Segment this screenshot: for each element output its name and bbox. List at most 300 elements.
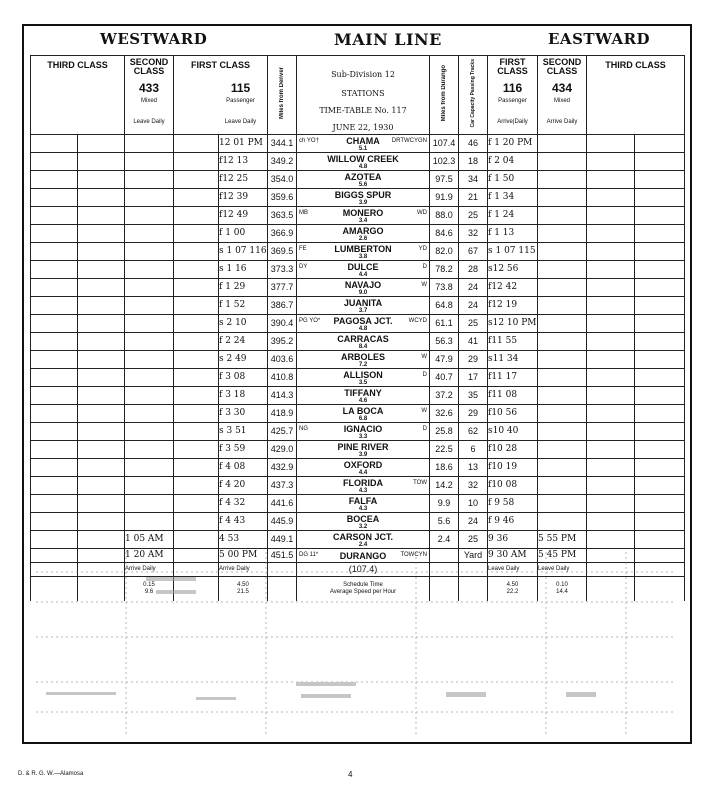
spacer-cell [174, 513, 219, 531]
station-cell [297, 495, 430, 513]
third-class-right-cell [635, 441, 685, 459]
time-433 [125, 387, 174, 405]
time-116: s10 40 [488, 423, 538, 441]
station-row [31, 333, 685, 351]
third-class-right-cell [635, 513, 685, 531]
third-class-right-cell [587, 423, 635, 441]
time-433 [125, 369, 174, 387]
third-class-left-cell [78, 189, 125, 207]
third-class-right-cell [587, 387, 635, 405]
station-row [31, 513, 685, 531]
station-distance: 4.4 [358, 272, 368, 278]
station-distance: 3.2 [358, 524, 368, 530]
third-class-left-cell [78, 153, 125, 171]
stations-label: STATIONS [341, 89, 385, 98]
time-433 [125, 477, 174, 495]
third-class-left-cell [78, 441, 125, 459]
third-class-left-cell [31, 261, 78, 279]
miles-from-denver: 369.5 [268, 243, 297, 261]
station-row [31, 225, 685, 243]
third-class-left-cell [31, 207, 78, 225]
time-434 [538, 171, 587, 189]
spacer-cell [174, 333, 219, 351]
car-capacity: 10 [459, 495, 488, 513]
miles-from-durango: 88.0 [430, 207, 459, 225]
spacer-cell [174, 387, 219, 405]
time-434 [538, 189, 587, 207]
timetable-date: JUNE 22, 1930 [332, 123, 394, 132]
station-distance: 4.6 [358, 398, 368, 404]
third-class-left-cell [78, 207, 125, 225]
third-class-left-cell [78, 369, 125, 387]
time-115: f12 49 [219, 207, 268, 225]
station-cell [297, 171, 430, 189]
time-433 [125, 495, 174, 513]
time-433 [125, 297, 174, 315]
third-class-right-cell [587, 243, 635, 261]
miles-from-denver: 449.1 [268, 531, 297, 549]
time-116: f12 19 [488, 297, 538, 315]
station-cell [297, 405, 430, 423]
station-distance: 2.4 [358, 542, 368, 548]
station-row [31, 279, 685, 297]
miles-from-durango: 47.9 [430, 351, 459, 369]
third-class-right-cell [587, 369, 635, 387]
miles-from-denver: 445.9 [268, 513, 297, 531]
train-434-arrive-daily: Arrive Daily [546, 119, 578, 125]
third-class-right-cell [587, 333, 635, 351]
car-capacity: 17 [459, 369, 488, 387]
station-cell [297, 225, 430, 243]
miles-from-durango: 102.3 [430, 153, 459, 171]
time-434 [538, 279, 587, 297]
time-433 [125, 135, 174, 153]
train-434-type: Mixed [553, 98, 570, 104]
column-header-row [31, 56, 685, 135]
station-cell [297, 315, 430, 333]
station-code-left: MB [299, 210, 308, 216]
third-class-left-cell [78, 171, 125, 189]
third-class-right-cell [587, 405, 635, 423]
car-capacity: 41 [459, 333, 488, 351]
miles-from-durango: 84.6 [430, 225, 459, 243]
time-115: 5 00 PM [219, 549, 268, 563]
station-row [31, 423, 685, 441]
train-116-header [488, 56, 538, 135]
car-capacity: 13 [459, 459, 488, 477]
station-row [31, 441, 685, 459]
time-433 [125, 243, 174, 261]
third-class-right-cell [635, 459, 685, 477]
miles-from-durango: 2.4 [430, 531, 459, 549]
station-distance: 4.4 [358, 470, 368, 476]
third-class-right-cell [635, 333, 685, 351]
station-name: PAGOSA JCT. [333, 316, 393, 326]
miles-from-durango: 37.2 [430, 387, 459, 405]
time-116: 9 36 [488, 531, 538, 549]
time-115: f 4 32 [219, 495, 268, 513]
third-class-left-cell [78, 459, 125, 477]
time-434 [538, 243, 587, 261]
time-115: f 4 43 [219, 513, 268, 531]
spacer-cell [174, 315, 219, 333]
miles-from-durango: 32.6 [430, 405, 459, 423]
time-434 [538, 297, 587, 315]
third-class-left-cell [31, 297, 78, 315]
station-code-right: WCYD [408, 318, 427, 324]
car-capacity: 21 [459, 189, 488, 207]
car-capacity: 24 [459, 297, 488, 315]
third-class-left-cell [31, 333, 78, 351]
station-distance: 6.8 [358, 416, 368, 422]
miles-from-denver: 359.6 [268, 189, 297, 207]
train-434-number: 434 [551, 81, 573, 95]
miles-from-durango: 73.8 [430, 279, 459, 297]
station-code-left: PG YO* [299, 318, 321, 324]
timetable-number: TIME-TABLE No. 117 [319, 106, 407, 115]
station-name: NAVAJO [344, 280, 382, 290]
third-class-left-cell [78, 495, 125, 513]
time-115: f12 13 [219, 153, 268, 171]
bottom-433-arrive: Arrive Daily [125, 563, 174, 577]
third-class-right-cell [635, 225, 685, 243]
station-distance: 3.9 [358, 200, 368, 206]
third-class-left-cell [78, 243, 125, 261]
time-434 [538, 225, 587, 243]
third-class-right-cell [635, 189, 685, 207]
bottom-116-leave: Leave Daily [488, 563, 538, 577]
spacer-cell [174, 261, 219, 279]
miles-from-denver: 414.3 [268, 387, 297, 405]
spacer-cell [174, 405, 219, 423]
car-capacity: 34 [459, 171, 488, 189]
spacer-cell [174, 297, 219, 315]
time-433 [125, 423, 174, 441]
first-class-right-label: FIRST CLASS [497, 57, 528, 76]
third-class-left-cell [31, 315, 78, 333]
third-class-left-cell [31, 477, 78, 495]
miles-from-durango: 14.2 [430, 477, 459, 495]
miles-from-denver: 451.5 [268, 549, 297, 563]
miles-from-denver: 418.9 [268, 405, 297, 423]
station-rows [31, 135, 685, 563]
time-433 [125, 207, 174, 225]
train-433-number: 433 [138, 81, 160, 95]
third-class-left-label: THIRD CLASS [47, 60, 108, 70]
station-name: PINE RIVER [337, 442, 389, 452]
time-433 [125, 351, 174, 369]
third-class-right-cell [587, 207, 635, 225]
time-116: f11 17 [488, 369, 538, 387]
eastward-heading: EASTWARD [548, 30, 651, 48]
miles-from-durango: 91.9 [430, 189, 459, 207]
station-name: JUANITA [343, 298, 383, 308]
miles-from-denver: 432.9 [268, 459, 297, 477]
time-433 [125, 315, 174, 333]
station-name: AMARGO [342, 226, 384, 236]
third-class-right-cell [587, 279, 635, 297]
time-115: s 3 51 [219, 423, 268, 441]
station-distance: 4.8 [358, 326, 368, 332]
station-cell [297, 423, 430, 441]
station-name: BIGGS SPUR [334, 190, 392, 200]
third-class-left-cell [78, 261, 125, 279]
station-distance: 9.0 [358, 290, 368, 296]
station-cell [297, 261, 430, 279]
time-116: f10 28 [488, 441, 538, 459]
miles-from-denver: 377.7 [268, 279, 297, 297]
time-434 [538, 207, 587, 225]
station-name: CHAMA [346, 136, 380, 146]
spacer-cell [174, 441, 219, 459]
station-name: LA BOCA [342, 406, 384, 416]
time-434 [538, 513, 587, 531]
car-capacity-label: Car Capacity Passing Tracks [469, 58, 476, 128]
time-434 [538, 369, 587, 387]
time-433 [125, 333, 174, 351]
time-115: s 1 07 116 [219, 243, 268, 261]
time-116: f 1 34 [488, 189, 538, 207]
time-116: f10 56 [488, 405, 538, 423]
third-class-right-cell [635, 261, 685, 279]
station-name: OXFORD [343, 460, 383, 470]
time-115: f 3 08 [219, 369, 268, 387]
station-code-right: W [421, 408, 427, 414]
third-class-right-cell [587, 441, 635, 459]
time-115: s 2 49 [219, 351, 268, 369]
third-class-left-cell [31, 243, 78, 261]
car-capacity: 6 [459, 441, 488, 459]
second-class-left-label: SECOND CLASS [129, 57, 169, 76]
third-class-right-cell [587, 513, 635, 531]
miles-from-durango: 9.9 [430, 495, 459, 513]
station-row [31, 261, 685, 279]
third-class-right-cell [587, 459, 635, 477]
spacer-cell [174, 135, 219, 153]
station-code-right: D [422, 372, 427, 378]
station-row [31, 459, 685, 477]
time-434 [538, 387, 587, 405]
third-class-right-cell [635, 315, 685, 333]
spacer-cell [174, 477, 219, 495]
station-code-right: TOW [413, 480, 427, 486]
time-115: f 4 08 [219, 459, 268, 477]
miles-from-denver: 373.3 [268, 261, 297, 279]
time-434 [538, 315, 587, 333]
station-name: ARBOLES [340, 352, 385, 362]
third-class-left-cell [31, 135, 78, 153]
station-distance: 3.9 [358, 452, 368, 458]
time-434 [538, 405, 587, 423]
third-class-left-cell [78, 279, 125, 297]
third-class-right-cell [635, 153, 685, 171]
car-capacity: 62 [459, 423, 488, 441]
third-class-right-cell [635, 279, 685, 297]
miles-from-denver: 395.2 [268, 333, 297, 351]
schedule-time-label: Schedule Time [343, 581, 383, 588]
time-115: f 3 18 [219, 387, 268, 405]
station-row [31, 207, 685, 225]
total-miles: (107.4) [297, 563, 430, 577]
third-class-right-cell [587, 297, 635, 315]
third-class-right-label: THIRD CLASS [605, 60, 666, 70]
third-class-left-cell [78, 333, 125, 351]
third-class-left-cell [31, 171, 78, 189]
time-434 [538, 495, 587, 513]
third-class-left-cell [31, 513, 78, 531]
time-116: s 1 07 115 [488, 243, 538, 261]
spacer-cell [174, 243, 219, 261]
train-433-header [125, 56, 174, 135]
third-class-left-cell [78, 387, 125, 405]
bottom-434-leave: Leave Daily [538, 563, 587, 577]
time-433 [125, 513, 174, 531]
third-class-left-cell [78, 315, 125, 333]
third-class-right-cell [635, 405, 685, 423]
time-116: f10 08 [488, 477, 538, 495]
time-116: f 1 24 [488, 207, 538, 225]
car-capacity-header [459, 56, 488, 135]
miles-from-durango: 97.5 [430, 171, 459, 189]
station-row [31, 387, 685, 405]
station-cell [297, 279, 430, 297]
station-name: MONERO [342, 208, 384, 218]
train-115-header [174, 56, 268, 135]
second-class-right-label: SECOND CLASS [542, 57, 582, 76]
average-speed-label: Average Speed per Hour [329, 588, 397, 595]
schedule-115: 4.50 [237, 581, 249, 588]
station-name: LUMBERTON [334, 244, 392, 254]
station-distance: 3.4 [358, 218, 368, 224]
station-code-right: W [421, 282, 427, 288]
station-cell [297, 333, 430, 351]
spacer-cell [174, 495, 219, 513]
third-class-right-cell [635, 423, 685, 441]
third-class-right-cell [587, 351, 635, 369]
miles-from-denver: 349.2 [268, 153, 297, 171]
speed-434: 14.4 [556, 588, 568, 595]
station-cell [297, 207, 430, 225]
miles-from-denver: 386.7 [268, 297, 297, 315]
schedule-116: 4.50 [506, 581, 519, 588]
station-distance: 3.8 [358, 254, 368, 260]
page-number: 4 [348, 770, 353, 779]
spacer-cell [174, 279, 219, 297]
time-116: f 9 58 [488, 495, 538, 513]
time-115: s 2 10 [219, 315, 268, 333]
train-116-number: 116 [502, 81, 523, 95]
time-433 [125, 261, 174, 279]
station-cell [297, 351, 430, 369]
car-capacity: 29 [459, 405, 488, 423]
station-distance: 8.4 [358, 344, 368, 350]
station-code-left: DG 11* [299, 552, 319, 558]
station-name: IGNACIO [343, 424, 383, 434]
miles-from-durango: 61.1 [430, 315, 459, 333]
miles-from-durango: 18.6 [430, 459, 459, 477]
station-name: FLORIDA [343, 478, 383, 488]
third-class-left-cell [31, 459, 78, 477]
third-class-right-cell [587, 495, 635, 513]
miles-from-durango: 107.4 [430, 135, 459, 153]
time-115: f 1 29 [219, 279, 268, 297]
time-116: s12 56 [488, 261, 538, 279]
time-434 [538, 423, 587, 441]
third-class-left-cell [31, 495, 78, 513]
third-class-left-cell [78, 225, 125, 243]
third-class-left-cell [78, 513, 125, 531]
speed-115: 21.5 [237, 588, 249, 595]
time-434 [538, 135, 587, 153]
station-row [31, 351, 685, 369]
miles-from-durango-label: Miles from Durango [440, 64, 447, 122]
spacer-cell [174, 189, 219, 207]
station-code-right: WD [417, 210, 427, 216]
spacer-cell [174, 171, 219, 189]
third-class-left-cell [31, 279, 78, 297]
train-115-number: 115 [230, 81, 251, 95]
station-name: WILLOW CREEK [327, 154, 399, 164]
station-row [31, 297, 685, 315]
car-capacity: 32 [459, 477, 488, 495]
car-capacity: 35 [459, 387, 488, 405]
third-class-right-cell [587, 315, 635, 333]
miles-from-denver: 425.7 [268, 423, 297, 441]
train-433-leave-daily: Leave Daily [133, 119, 165, 125]
spacer-cell [174, 207, 219, 225]
miles-from-durango: 25.8 [430, 423, 459, 441]
station-cell [297, 477, 430, 495]
car-capacity: 46 [459, 135, 488, 153]
time-434 [538, 459, 587, 477]
station-name: TIFFANY [344, 388, 382, 398]
third-class-right-cell [587, 135, 635, 153]
third-class-left-cell [31, 423, 78, 441]
station-cell [297, 243, 430, 261]
car-capacity: 18 [459, 153, 488, 171]
station-name: CARRACAS [337, 334, 389, 344]
speed-116: 22.2 [506, 588, 519, 595]
station-name: CARSON JCT. [332, 532, 393, 542]
time-434 [538, 261, 587, 279]
car-capacity: 32 [459, 225, 488, 243]
time-433 [125, 153, 174, 171]
station-row [31, 243, 685, 261]
spacer-cell [174, 369, 219, 387]
third-class-left-cell [78, 405, 125, 423]
miles-from-durango: 5.6 [430, 513, 459, 531]
miles-from-durango: 78.2 [430, 261, 459, 279]
miles-from-denver-label: Miles from Denver [278, 66, 285, 120]
time-116: f10 19 [488, 459, 538, 477]
station-cell [297, 297, 430, 315]
third-class-right-cell [635, 351, 685, 369]
miles-from-denver: 403.6 [268, 351, 297, 369]
footer-publisher: D. & R. G. W.—Alamosa [18, 771, 84, 777]
station-cell [297, 369, 430, 387]
station-distance: 5.6 [358, 182, 368, 188]
stations-header [297, 56, 430, 135]
miles-from-denver: 344.1 [268, 135, 297, 153]
third-class-right-cell [635, 477, 685, 495]
station-distance: 5.1 [358, 146, 368, 152]
time-116: f 1 13 [488, 225, 538, 243]
westward-heading: WESTWARD [100, 30, 208, 48]
time-115: f12 39 [219, 189, 268, 207]
station-distance: 4.3 [358, 506, 368, 512]
time-434 [538, 351, 587, 369]
bottom-115-arrive: Arrive Daily [219, 563, 268, 577]
